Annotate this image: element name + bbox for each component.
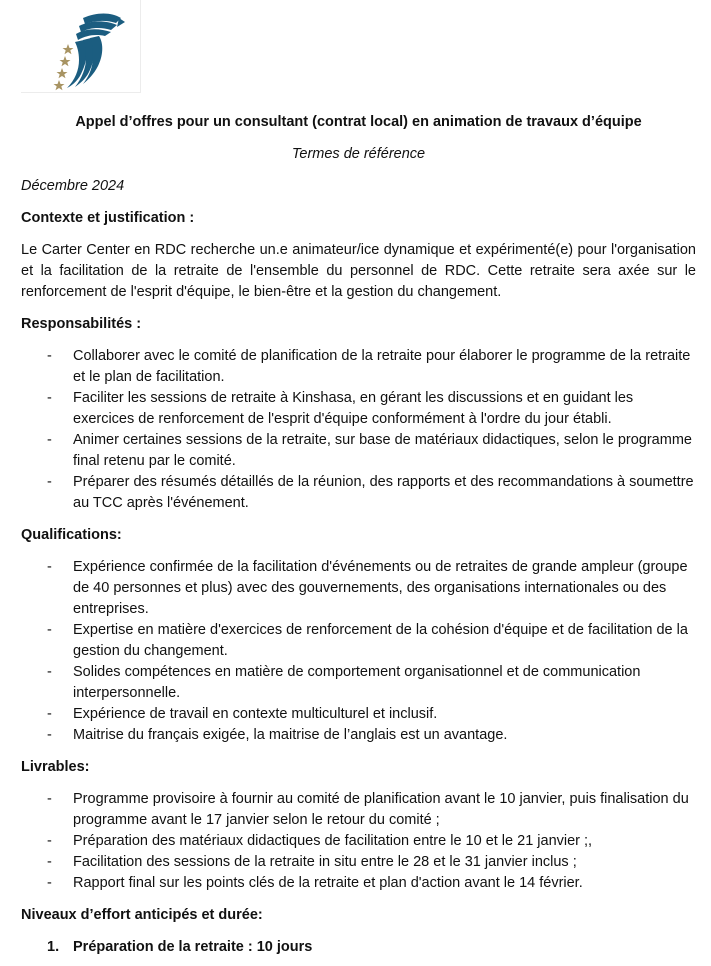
list-item-text: Rapport final sur les points clés de la retraite et plan d'action avant le 14 février.	[73, 875, 583, 891]
document-date: Décembre 2024	[21, 178, 125, 194]
qualifications-heading: Qualifications:	[21, 527, 122, 543]
list-item-text: Solides compétences en matière de comportement organisationnel et de communication interpersonnelle.	[73, 664, 641, 701]
list-item	[21, 852, 696, 873]
list-item-text: Préparer des résumés détaillés de la réunion, des rapports et des recommandations à soumettre au TCC après l'événement.	[73, 474, 694, 511]
list-item-text: Collaborer avec le comité de planification de la retraite pour élaborer le programme de la retraite et le plan de facilitation.	[73, 348, 691, 385]
list-item	[21, 831, 696, 852]
list-item	[21, 704, 696, 725]
context-paragraph: Le Carter Center en RDC recherche un.e animateur/ice dynamique et expérimenté(e) pour l'organisation et la facilitation de la retraite de l'ensemble du personnel de RDC. Cette retraite sera axée sur le renforcement de l'esprit d'équipe, le bien-être et la gestion du changement.	[21, 242, 696, 300]
list-item	[21, 557, 696, 620]
deliverables-list	[21, 789, 696, 894]
document-subtitle: Termes de référence	[291, 146, 426, 162]
list-item-text: Expertise en matière d'exercices de renforcement de la cohésion d'équipe et de facilitation de la gestion du changement.	[73, 622, 688, 659]
effort-heading: Niveaux d’effort anticipés et durée:	[21, 907, 263, 923]
dash-bullet: -	[47, 854, 52, 870]
list-item-text: Programme provisoire à fournir au comité de planification avant le 10 janvier, puis finalisation du programme avant le 17 janvier selon le retour du comité ;	[73, 791, 689, 828]
context-heading: Contexte et justification :	[21, 210, 195, 226]
dash-bullet: -	[47, 390, 52, 406]
effort-list	[21, 937, 696, 958]
list-item	[21, 430, 696, 472]
dash-bullet: -	[47, 664, 52, 680]
list-item	[21, 388, 696, 430]
dash-bullet: -	[47, 727, 52, 743]
list-item	[21, 937, 696, 958]
list-item	[21, 472, 696, 514]
dash-bullet: -	[47, 622, 52, 638]
dash-bullet: -	[47, 432, 52, 448]
dash-bullet: -	[47, 706, 52, 722]
list-item-text: Expérience confirmée de la facilitation d'événements ou de retraites de grande ampleur (groupe de 40 personnes et plus) avec des gouvernements, des organisations internationales ou des entreprises.	[73, 559, 688, 617]
dash-bullet: -	[47, 875, 52, 891]
list-item-text: Préparation des matériaux didactiques de facilitation entre le 10 et le 21 janvier ;,	[73, 833, 593, 849]
list-item-text: Facilitation des sessions de la retraite in situ entre le 28 et le 31 janvier inclus ;	[73, 854, 577, 870]
dash-bullet: -	[47, 833, 52, 849]
list-item-text: Animer certaines sessions de la retraite, sur base de matériaux didactiques, selon le programme final retenu par le comité.	[73, 432, 692, 469]
dash-bullet: -	[47, 474, 52, 490]
list-item-text: Faciliter les sessions de retraite à Kinshasa, en gérant les discussions et en guidant les exercices de renforcement de l'esprit d'équipe conformément à l'ordre du jour établi.	[73, 390, 634, 427]
list-item	[21, 346, 696, 388]
document-page	[21, 112, 696, 958]
list-item-text: Préparation de la retraite : 10 jours	[73, 939, 313, 955]
list-item	[21, 662, 696, 704]
dash-bullet: -	[47, 348, 52, 364]
list-item	[21, 789, 696, 831]
list-item	[21, 620, 696, 662]
list-item	[21, 725, 696, 746]
dash-bullet: -	[47, 791, 52, 807]
eagle-stars-logo-icon	[21, 0, 141, 93]
list-item-text: Expérience de travail en contexte multiculturel et inclusif.	[73, 706, 438, 722]
list-item	[21, 873, 696, 894]
list-number: 1.	[47, 939, 60, 955]
dash-bullet: -	[47, 559, 52, 575]
list-item-text: Maitrise du français exigée, la maitrise de l’anglais est un avantage.	[73, 727, 508, 743]
document-title: Appel d’offres pour un consultant (contrat local) en animation de travaux d’équipe	[75, 114, 642, 130]
deliverables-heading: Livrables:	[21, 759, 90, 775]
organization-logo	[21, 0, 141, 93]
responsibilities-list	[21, 346, 696, 514]
responsibilities-heading: Responsabilités :	[21, 316, 142, 332]
qualifications-list	[21, 557, 696, 746]
